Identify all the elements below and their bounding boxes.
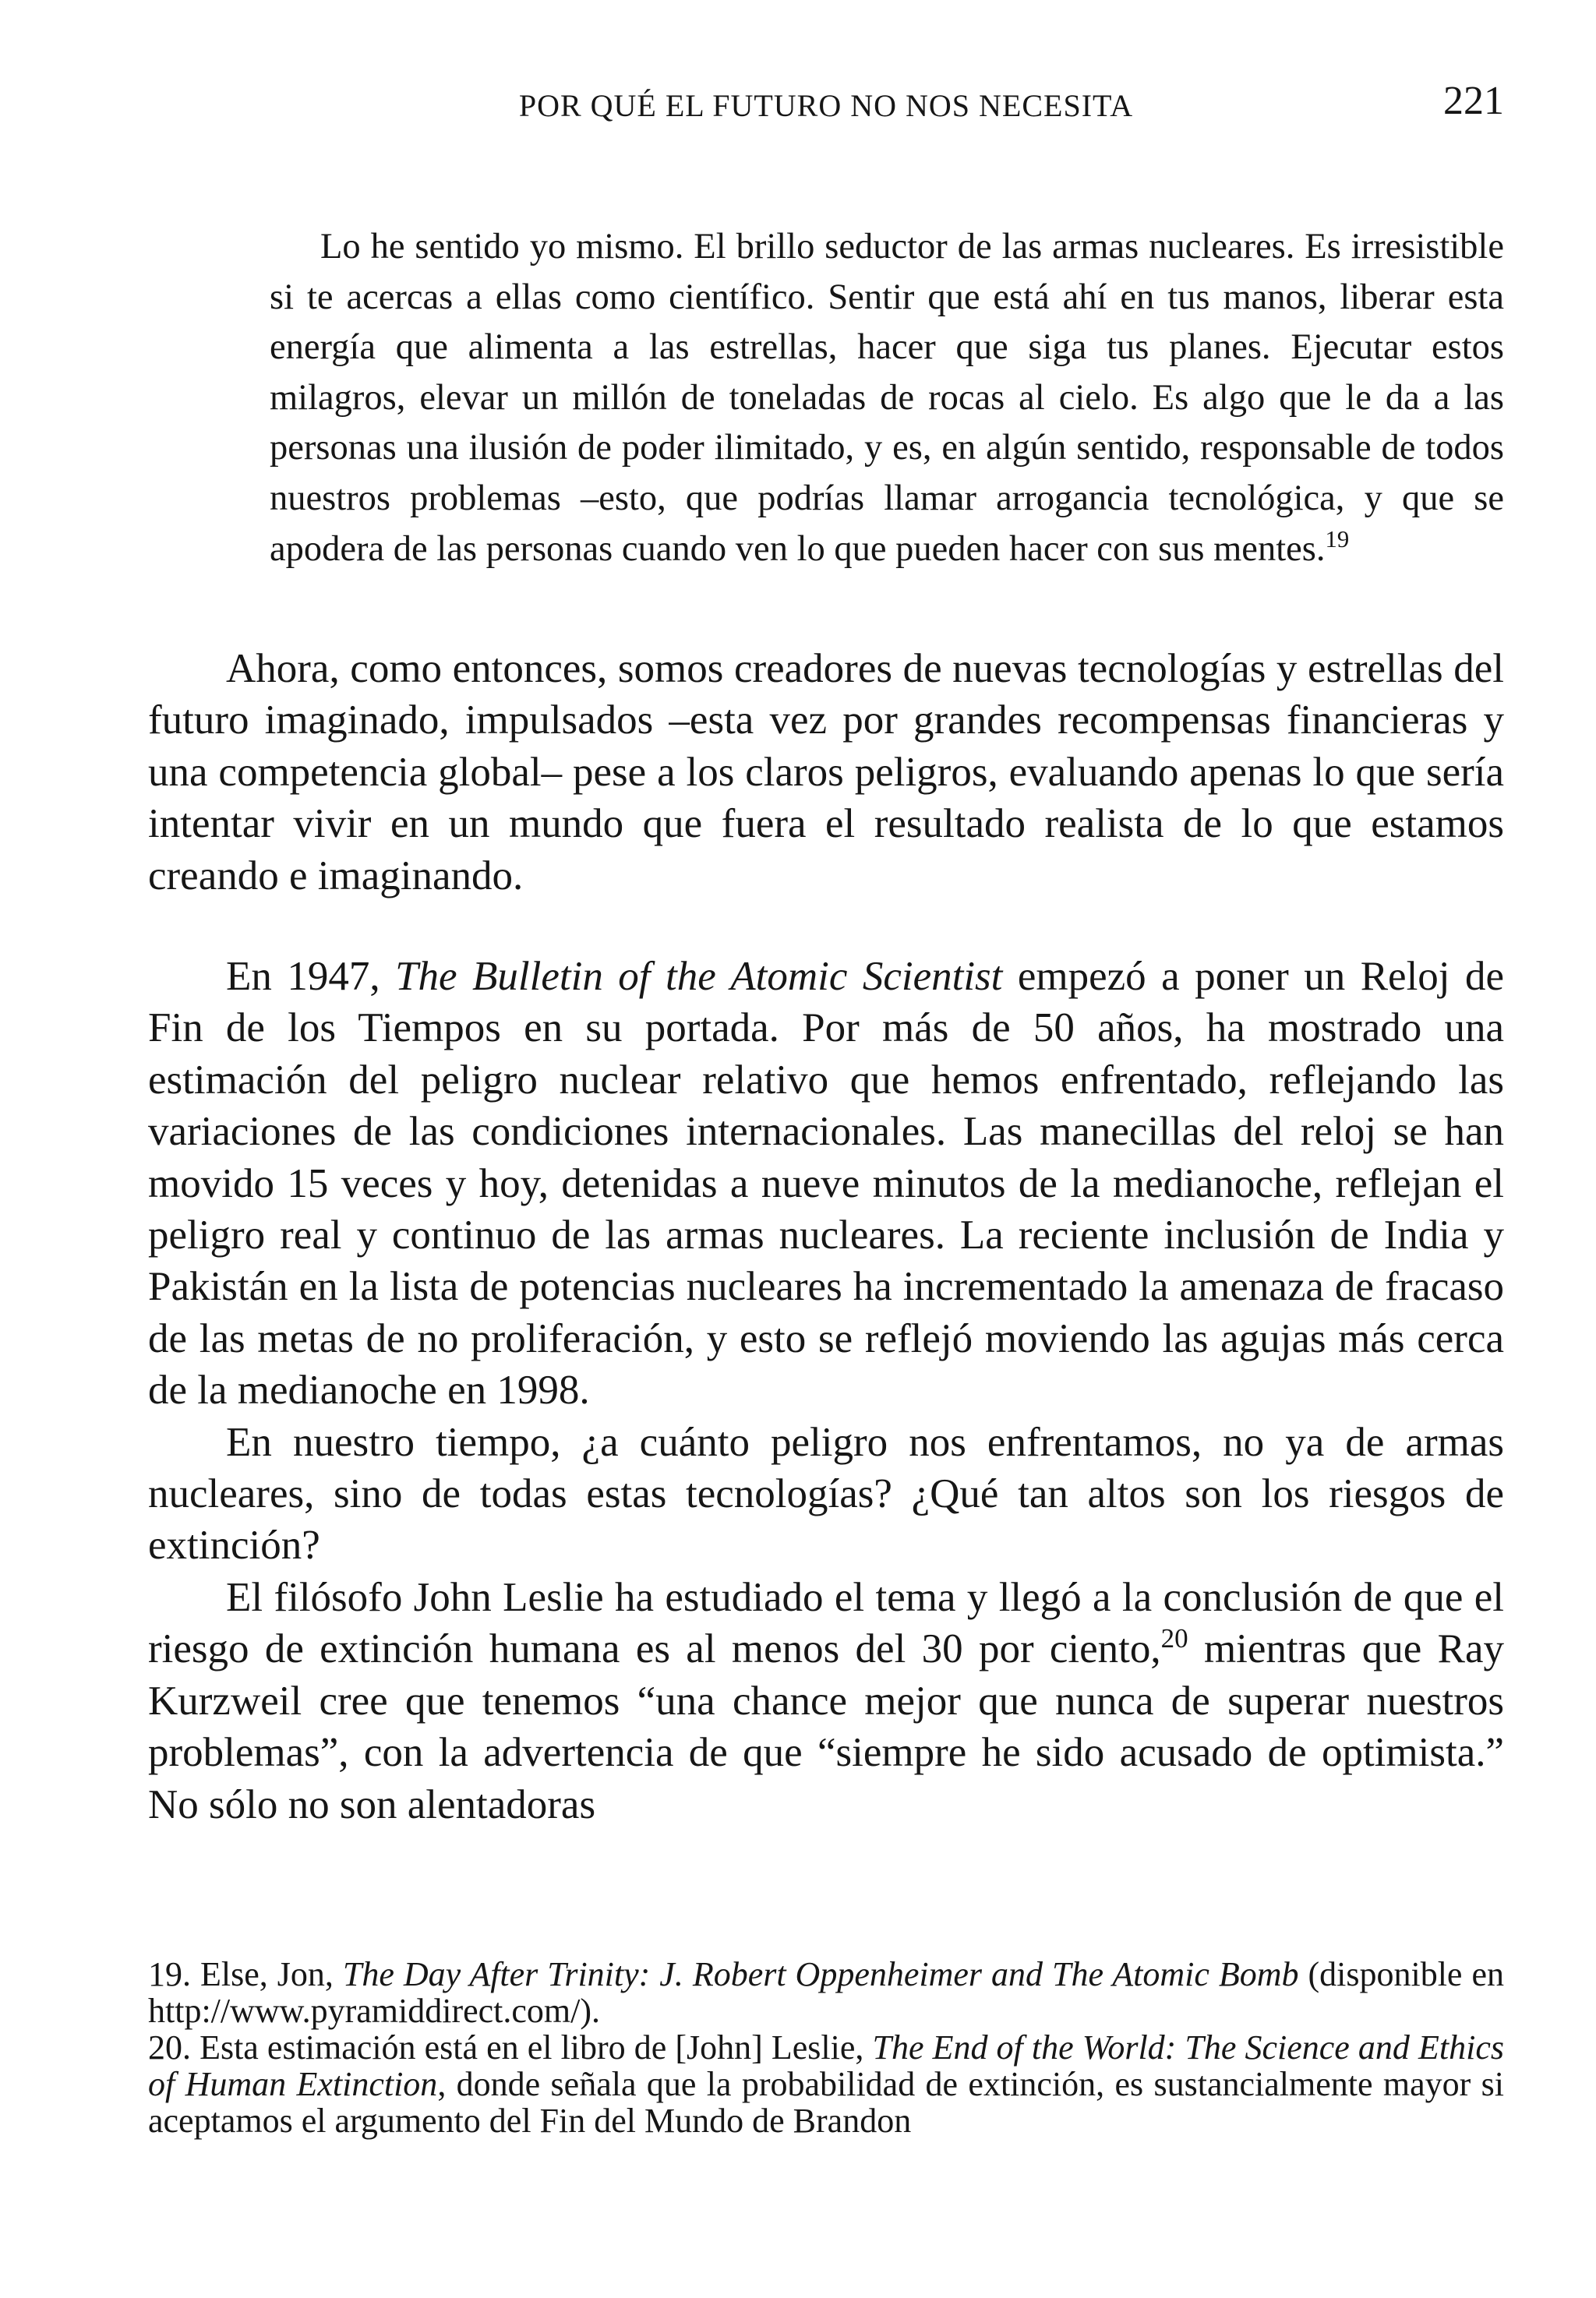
footnote-ref-20: 20 (1160, 1623, 1188, 1654)
paragraph-3: En nuestro tiempo, ¿a cuánto peligro nos enfrentamos, no ya de armas nucleares, sino de todas estas tecnologías? ¿Qué tan altos son los riesgos de extinción? (148, 1419, 1504, 1569)
body-section-1 (148, 643, 1504, 902)
body-section-2 (148, 951, 1504, 1830)
footnote-19 (148, 1956, 1504, 2029)
footnote-19-rest: (disponible en http://www.pyramiddirect.com/). (148, 1955, 1504, 2030)
footnotes (148, 1956, 1504, 2139)
paragraph-4-rest: mientras que Ray Kurzweil cree que tenemos “una chance mejor que nunca de superar nuestros problemas”, con la advertencia de que “siempre he sido acusado de optimista.” No sólo no son alentadoras (148, 1626, 1504, 1827)
paragraph-2-rest: empezó a poner un Reloj de Fin de los Tiempos en su portada. Por más de 50 años, ha mostrado una estimación del peligro nuclear relativo que hemos enfrentado, reflejando las variaciones de las condiciones internacionales. Las manecillas del reloj se han movido 15 veces y hoy, detenidas a nueve minutos de la medianoche, reflejan el peligro real y continuo de las armas nucleares. La reciente inclusión de India y Pakistán en la lista de potencias nucleares ha incrementado la amenaza de fracaso de las metas de no proliferación, y esto se reflejó moviendo las agujas más cerca de la medianoche en 1998. (148, 954, 1505, 1414)
paragraph-2 (148, 951, 1504, 1417)
page-number: 221 (1443, 79, 1504, 123)
footnote-19-title: The Day After Trinity: J. Robert Oppenheimer and The Atomic Bomb (342, 1955, 1299, 1993)
footnote-ref-19: 19 (1325, 525, 1350, 552)
quote-paragraph (270, 222, 1504, 574)
running-head (148, 78, 1504, 132)
paragraph-1: Ahora, como entonces, somos creadores de nuevas tecnologías y estrellas del futuro imaginado, impulsados –esta vez por grandes recompensas financieras y una competencia global– pese a los claros peligros, evaluando apenas lo que sería intentar vivir en un mundo que fuera el resultado realista de lo que estamos creando e imaginando. (148, 646, 1504, 898)
footnote-20-prefix: 20. Esta estimación está en el libro de [John] Leslie, (148, 2028, 873, 2067)
footnote-20-title: The End of the World: The Science and Ethics of Human Extinction (148, 2028, 1504, 2103)
paragraph-2-start: En 1947, (226, 954, 396, 999)
footnote-20 (148, 2029, 1504, 2139)
quote-text: Lo he sentido yo mismo. El brillo seductor de las armas nucleares. Es irresistible si te acercas a ellas como científico. Sentir que está ahí en tus manos, liberar esta energía que alimenta a las estrellas, hacer que siga tus planes. Ejecutar estos milagros, elevar un millón de toneladas de rocas al cielo. Es algo que le da a las personas una ilusión de poder ilimitado, y es, en algún sentido, responsable de todos nuestros problemas –esto, que podrías llamar arrogancia tecnológica, y que se apodera de las personas cuando ven lo que pueden hacer con sus mentes. (270, 227, 1504, 569)
bulletin-title: The Bulletin of the Atomic Scientist (395, 954, 1003, 999)
running-title: POR QUÉ EL FUTURO NO NOS NECESITA (518, 88, 1134, 123)
footnote-19-prefix: 19. Else, Jon, (148, 1955, 343, 1993)
paragraph-4 (148, 1572, 1504, 1830)
footnote-20-rest: , donde señala que la probabilidad de extinción, es sustancialmente mayor si aceptamos el argumento del Fin del Mundo de Brandon (148, 2065, 1504, 2140)
paragraph-4-start: El filósofo John Leslie ha estudiado el tema y llegó a la conclusión de que el riesgo de extinción humana es al menos del 30 por ciento, (148, 1574, 1504, 1672)
block-quote (270, 222, 1504, 574)
